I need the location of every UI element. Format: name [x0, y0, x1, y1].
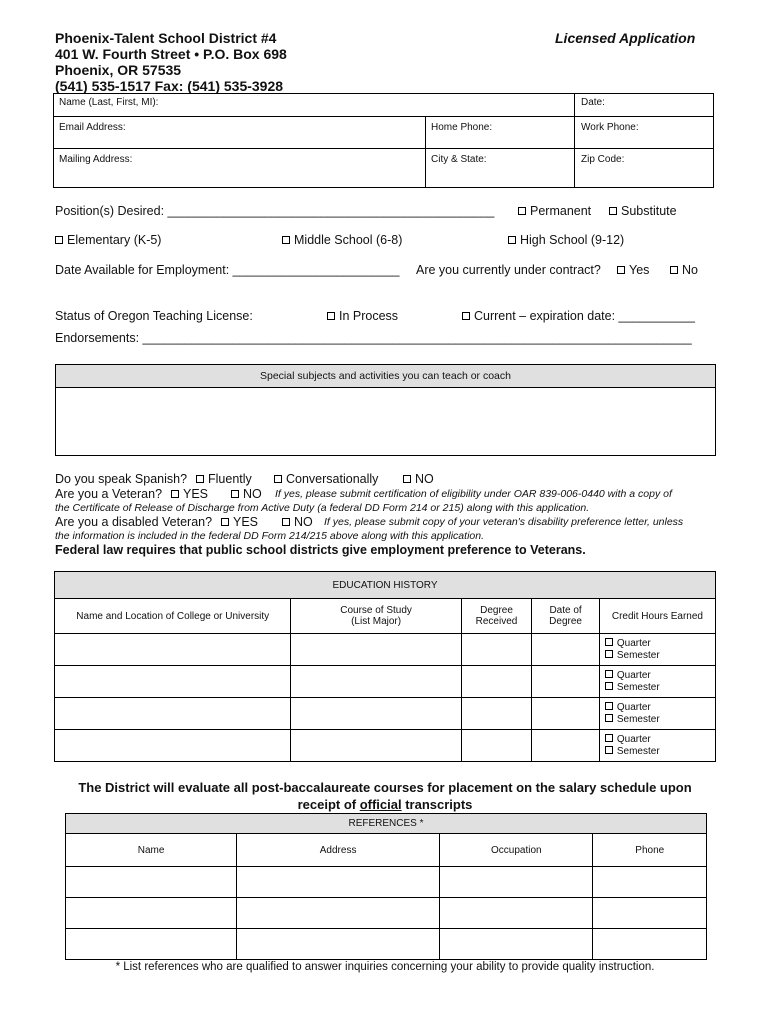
- spanish-conversational-option[interactable]: [274, 472, 378, 486]
- table-row: [55, 698, 716, 730]
- semester-label: Semester: [616, 681, 660, 693]
- elementary-checkbox[interactable]: [55, 236, 63, 244]
- ref-col-occupation: Occupation: [440, 834, 593, 867]
- disabled-note-2: the information is included in the federal DD Form 214/215 above along with this application.: [55, 530, 484, 542]
- references-title-row: [66, 814, 707, 834]
- district-city: Phoenix, OR 57535: [55, 62, 182, 78]
- contract-yes-option[interactable]: [617, 263, 649, 277]
- veteran-question: Are you a Veteran?: [55, 487, 163, 501]
- veteran-note-2: the Certificate of Release of Discharge from Active Duty (a federal DD Form 214 or 215) along with this application.: [55, 502, 590, 514]
- official-emphasis: official: [359, 797, 402, 812]
- disabled-note: If yes, please submit copy of your veteran's disability preference letter, unless: [324, 516, 684, 528]
- degree-cell[interactable]: [461, 634, 532, 666]
- semester-label: Semester: [616, 745, 660, 757]
- table-row: [55, 666, 716, 698]
- quarter-label: Quarter: [616, 669, 651, 681]
- degree-cell[interactable]: [461, 666, 532, 698]
- spanish-question: Do you speak Spanish?: [55, 472, 188, 486]
- ref-col-phone: Phone: [593, 834, 707, 867]
- references-title: REFERENCES *: [66, 814, 707, 834]
- disabled-yes-label: YES: [233, 515, 259, 529]
- date-cell[interactable]: [532, 666, 600, 698]
- high-label: High School (9-12): [520, 233, 625, 247]
- ref-phone-cell[interactable]: [593, 898, 707, 929]
- quarter-option[interactable]: [605, 670, 715, 682]
- veteran-note: If yes, please submit certification of eligibility under OAR 839-006-0440 with a copy of: [275, 488, 672, 500]
- contact-box: [53, 93, 714, 188]
- evaluation-note-line1: The District will evaluate all post-baccalaureate courses for placement on the salary schedule upon: [78, 780, 692, 795]
- veteran-yes-label: YES: [183, 487, 209, 501]
- high-checkbox[interactable]: [508, 236, 516, 244]
- form-title: Licensed Application: [555, 30, 696, 46]
- disabled-yes-option[interactable]: [221, 515, 258, 529]
- name-label: Name (Last, First, MI):: [59, 97, 159, 108]
- quarter-label: Quarter: [616, 733, 651, 745]
- ref-address-cell[interactable]: [237, 929, 440, 960]
- education-table: [54, 571, 716, 762]
- current-license-option[interactable]: [462, 309, 695, 323]
- ref-name-cell[interactable]: [66, 867, 237, 898]
- middle-option[interactable]: [282, 233, 402, 247]
- evaluation-note-2c: transcripts: [401, 797, 473, 812]
- substitute-checkbox[interactable]: [609, 207, 617, 215]
- contract-yes-checkbox[interactable]: [617, 266, 625, 274]
- references-header-row: [66, 834, 707, 867]
- ref-address-cell[interactable]: [237, 898, 440, 929]
- email-field[interactable]: [54, 117, 426, 149]
- special-subjects-header: Special subjects and activities you can teach or coach: [56, 365, 715, 388]
- in-process-checkbox[interactable]: [327, 312, 335, 320]
- education-title-row: [55, 572, 716, 599]
- ref-address-cell[interactable]: [237, 867, 440, 898]
- semester-checkbox[interactable]: [605, 746, 613, 754]
- special-subjects-box: [55, 364, 716, 456]
- ref-occupation-cell[interactable]: [440, 898, 593, 929]
- permanent-label: Permanent: [530, 204, 592, 218]
- table-row: [66, 867, 707, 898]
- position-desired[interactable]: Position(s) Desired: _______________________________________________: [55, 204, 495, 218]
- ref-phone-cell[interactable]: [593, 867, 707, 898]
- mailing-label: Mailing Address:: [59, 154, 133, 165]
- credits-cell[interactable]: [599, 698, 715, 730]
- credits-cell[interactable]: [599, 666, 715, 698]
- degree-cell[interactable]: [461, 698, 532, 730]
- permanent-option[interactable]: [518, 204, 591, 218]
- city-state-field[interactable]: [426, 149, 575, 187]
- disabled-no-checkbox[interactable]: [282, 518, 290, 526]
- ref-phone-cell[interactable]: [593, 929, 707, 960]
- semester-checkbox[interactable]: [605, 714, 613, 722]
- ref-occupation-cell[interactable]: [440, 867, 593, 898]
- date-cell[interactable]: [532, 698, 600, 730]
- semester-label: Semester: [616, 713, 660, 725]
- references-table: [65, 813, 707, 960]
- date-cell[interactable]: [532, 730, 600, 762]
- col-date: Date of Degree: [532, 599, 600, 634]
- quarter-option[interactable]: [605, 734, 715, 746]
- contract-yes-label: Yes: [629, 263, 650, 277]
- semester-option[interactable]: [605, 746, 715, 758]
- fluently-checkbox[interactable]: [196, 475, 204, 483]
- home-phone-label: Home Phone:: [431, 122, 493, 133]
- date-label: Date:: [581, 97, 605, 108]
- table-row: [66, 898, 707, 929]
- col-college: Name and Location of College or University: [55, 599, 291, 634]
- spanish-no-checkbox[interactable]: [403, 475, 411, 483]
- work-phone-label: Work Phone:: [581, 122, 639, 133]
- date-field[interactable]: [575, 94, 714, 117]
- veteran-yes-checkbox[interactable]: [171, 490, 179, 498]
- education-title: EDUCATION HISTORY: [55, 572, 716, 599]
- contract-no-checkbox[interactable]: [670, 266, 678, 274]
- quarter-label: Quarter: [616, 637, 651, 649]
- course-cell[interactable]: [291, 698, 461, 730]
- quarter-option[interactable]: [605, 638, 715, 650]
- veteran-no-checkbox[interactable]: [231, 490, 239, 498]
- credits-cell[interactable]: [599, 730, 715, 762]
- quarter-checkbox[interactable]: [605, 734, 613, 742]
- ref-name-cell[interactable]: [66, 929, 237, 960]
- table-row: [55, 634, 716, 666]
- college-cell[interactable]: [55, 634, 291, 666]
- spanish-fluently-option[interactable]: [196, 472, 252, 486]
- substitute-option[interactable]: [609, 204, 677, 218]
- permanent-checkbox[interactable]: [518, 207, 526, 215]
- references-footnote: * List references who are qualified to answer inquiries concerning your ability to provide quality instruction.: [115, 961, 655, 973]
- fluently-label: Fluently: [208, 472, 252, 486]
- district-name: Phoenix-Talent School District #4: [55, 30, 277, 46]
- spanish-no-label: NO: [415, 472, 434, 486]
- disabled-yes-checkbox[interactable]: [221, 518, 229, 526]
- contract-question: Are you currently under contract?: [416, 263, 601, 277]
- college-cell[interactable]: [55, 730, 291, 762]
- semester-option[interactable]: [605, 714, 715, 726]
- quarter-checkbox[interactable]: [605, 638, 613, 646]
- disabled-veteran-question: Are you a disabled Veteran?: [55, 515, 213, 529]
- conversationally-label: Conversationally: [286, 472, 379, 486]
- city-state-label: City & State:: [431, 154, 487, 165]
- quarter-checkbox[interactable]: [605, 702, 613, 710]
- disabled-no-option[interactable]: [282, 515, 313, 529]
- zip-field[interactable]: [575, 149, 714, 187]
- course-cell[interactable]: [291, 730, 461, 762]
- substitute-label: Substitute: [621, 204, 677, 218]
- course-cell[interactable]: [291, 634, 461, 666]
- col-degree: Degree Received: [461, 599, 532, 634]
- elementary-option[interactable]: [55, 233, 161, 247]
- home-phone-field[interactable]: [426, 117, 575, 149]
- table-row: [66, 929, 707, 960]
- zip-label: Zip Code:: [581, 154, 625, 165]
- current-license-checkbox[interactable]: [462, 312, 470, 320]
- in-process-option[interactable]: [327, 309, 398, 323]
- mailing-address-field[interactable]: [54, 149, 426, 187]
- spanish-row: [55, 472, 187, 486]
- name-field[interactable]: [54, 94, 575, 117]
- spanish-no-option[interactable]: [403, 472, 434, 486]
- quarter-label: Quarter: [616, 701, 651, 713]
- endorsements-field[interactable]: Endorsements: _______________________________________________________________________________: [55, 331, 692, 345]
- col-credits: Credit Hours Earned: [599, 599, 715, 634]
- college-cell[interactable]: [55, 698, 291, 730]
- ref-col-name: Name: [66, 834, 237, 867]
- degree-cell[interactable]: [461, 730, 532, 762]
- in-process-label: In Process: [339, 309, 399, 323]
- contract-no-label: No: [682, 263, 698, 277]
- table-row: [55, 730, 716, 762]
- evaluation-note-2a: receipt of: [297, 797, 360, 812]
- veteran-no-label: NO: [243, 487, 262, 501]
- veteran-no-option[interactable]: [231, 487, 262, 501]
- education-header-row: [55, 599, 716, 634]
- middle-label: Middle School (6-8): [294, 233, 403, 247]
- date-available[interactable]: Date Available for Employment: ________________________: [55, 263, 400, 277]
- work-phone-field[interactable]: [575, 117, 714, 149]
- special-subjects-input[interactable]: [56, 388, 715, 455]
- conversationally-checkbox[interactable]: [274, 475, 282, 483]
- high-option[interactable]: [508, 233, 624, 247]
- credits-cell[interactable]: [599, 634, 715, 666]
- quarter-option[interactable]: [605, 702, 715, 714]
- col-course: Course of Study (List Major): [291, 599, 461, 634]
- evaluation-note-line2: [0, 797, 770, 812]
- district-address: 401 W. Fourth Street • P.O. Box 698: [55, 46, 287, 62]
- license-status-label: Status of Oregon Teaching License:: [55, 309, 253, 323]
- quarter-checkbox[interactable]: [605, 670, 613, 678]
- district-phone: (541) 535-1517 Fax: (541) 535-3928: [55, 78, 284, 94]
- ref-col-address: Address: [237, 834, 440, 867]
- contract-no-option[interactable]: [670, 263, 698, 277]
- veteran-yes-option[interactable]: [171, 487, 208, 501]
- email-label: Email Address:: [59, 122, 126, 133]
- current-license-label: Current – expiration date: ___________: [474, 309, 695, 323]
- semester-checkbox[interactable]: [605, 650, 613, 658]
- semester-checkbox[interactable]: [605, 682, 613, 690]
- semester-label: Semester: [616, 649, 660, 661]
- ref-occupation-cell[interactable]: [440, 929, 593, 960]
- elementary-label: Elementary (K-5): [67, 233, 162, 247]
- date-cell[interactable]: [532, 634, 600, 666]
- ref-name-cell[interactable]: [66, 898, 237, 929]
- middle-checkbox[interactable]: [282, 236, 290, 244]
- semester-option[interactable]: [605, 682, 715, 694]
- semester-option[interactable]: [605, 650, 715, 662]
- course-cell[interactable]: [291, 666, 461, 698]
- disabled-no-label: NO: [294, 515, 313, 529]
- college-cell[interactable]: [55, 666, 291, 698]
- federal-law-notice: Federal law requires that public school districts give employment preference to Veterans.: [55, 543, 586, 557]
